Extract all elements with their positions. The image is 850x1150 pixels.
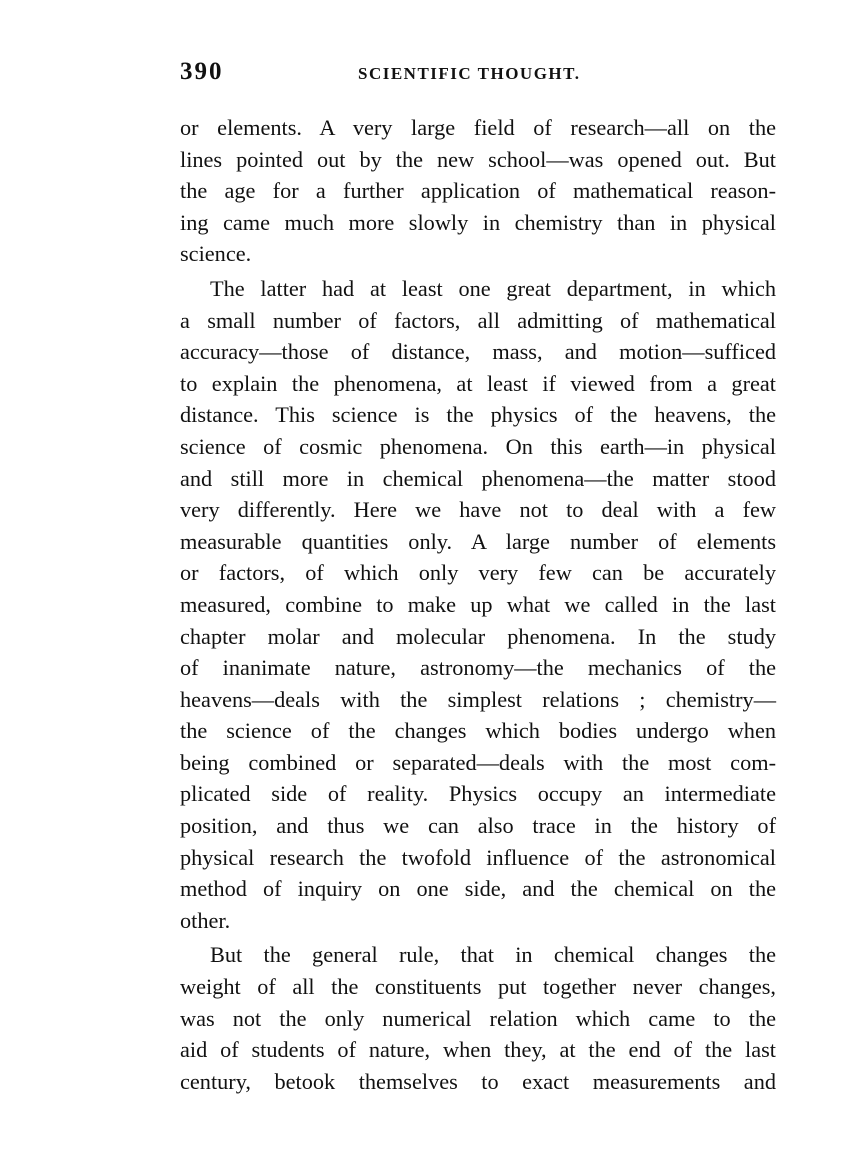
text-line: was not the only numerical relation which came to the <box>180 1005 776 1031</box>
text-line: distance. This science is the physics of the heavens, the <box>180 402 776 428</box>
text-line: of inanimate nature, astronomy—the mechanics of the <box>180 655 776 681</box>
text-line: chapter molar and molecular phenomena. In the study <box>180 623 776 649</box>
text-line: the age for a further application of mathematical reason- <box>180 178 776 204</box>
text-line: century, betook themselves to exact measurements and <box>180 1068 776 1094</box>
paragraph-1 <box>180 112 776 270</box>
body-text <box>180 112 776 1097</box>
text-line: But the general rule, that in chemical changes the <box>210 942 776 968</box>
paragraph-2 <box>180 273 776 936</box>
text-line: being combined or separated—deals with the most com- <box>180 749 776 775</box>
text-line: measurable quantities only. A large number of elements <box>180 528 776 554</box>
text-line: to explain the phenomena, at least if viewed from a great <box>180 370 776 396</box>
text-line: method of inquiry on one side, and the chemical on the <box>180 876 776 902</box>
text-line: weight of all the constituents put together never changes, <box>180 974 776 1000</box>
text-line: measured, combine to make up what we called in the last <box>180 591 776 617</box>
text-line: very differently. Here we have not to deal with a few <box>180 497 776 523</box>
book-page <box>180 58 776 1097</box>
text-line: heavens—deals with the simplest relations ; chemistry— <box>180 686 776 712</box>
text-line: science. <box>180 241 252 267</box>
text-line: lines pointed out by the new school—was opened out. But <box>180 146 776 172</box>
running-title: SCIENTIFIC THOUGHT. <box>358 64 581 83</box>
paragraph-3 <box>180 939 776 1097</box>
text-line: a small number of factors, all admitting of mathematical <box>180 307 776 333</box>
text-line: or factors, of which only very few can be accurately <box>180 560 776 586</box>
text-line: position, and thus we can also trace in the history of <box>180 813 776 839</box>
text-line: accuracy—those of distance, mass, and motion—sufficed <box>180 339 776 365</box>
text-line: science of cosmic phenomena. On this earth—in physical <box>180 433 776 459</box>
text-line: and still more in chemical phenomena—the matter stood <box>180 465 776 491</box>
text-line: or elements. A very large field of research—all on the <box>180 115 776 140</box>
text-line: ing came much more slowly in chemistry than in physical <box>180 209 776 235</box>
text-line: the science of the changes which bodies undergo when <box>180 718 776 744</box>
text-line: other. <box>180 907 231 933</box>
text-line: plicated side of reality. Physics occupy an intermediate <box>180 781 776 807</box>
page-number: 390 <box>180 58 224 85</box>
text-line: The latter had at least one great department, in which <box>210 275 776 301</box>
running-head <box>180 58 776 90</box>
text-line: physical research the twofold influence of the astronomical <box>180 844 776 870</box>
text-line: aid of students of nature, when they, at the end of the last <box>180 1037 776 1063</box>
